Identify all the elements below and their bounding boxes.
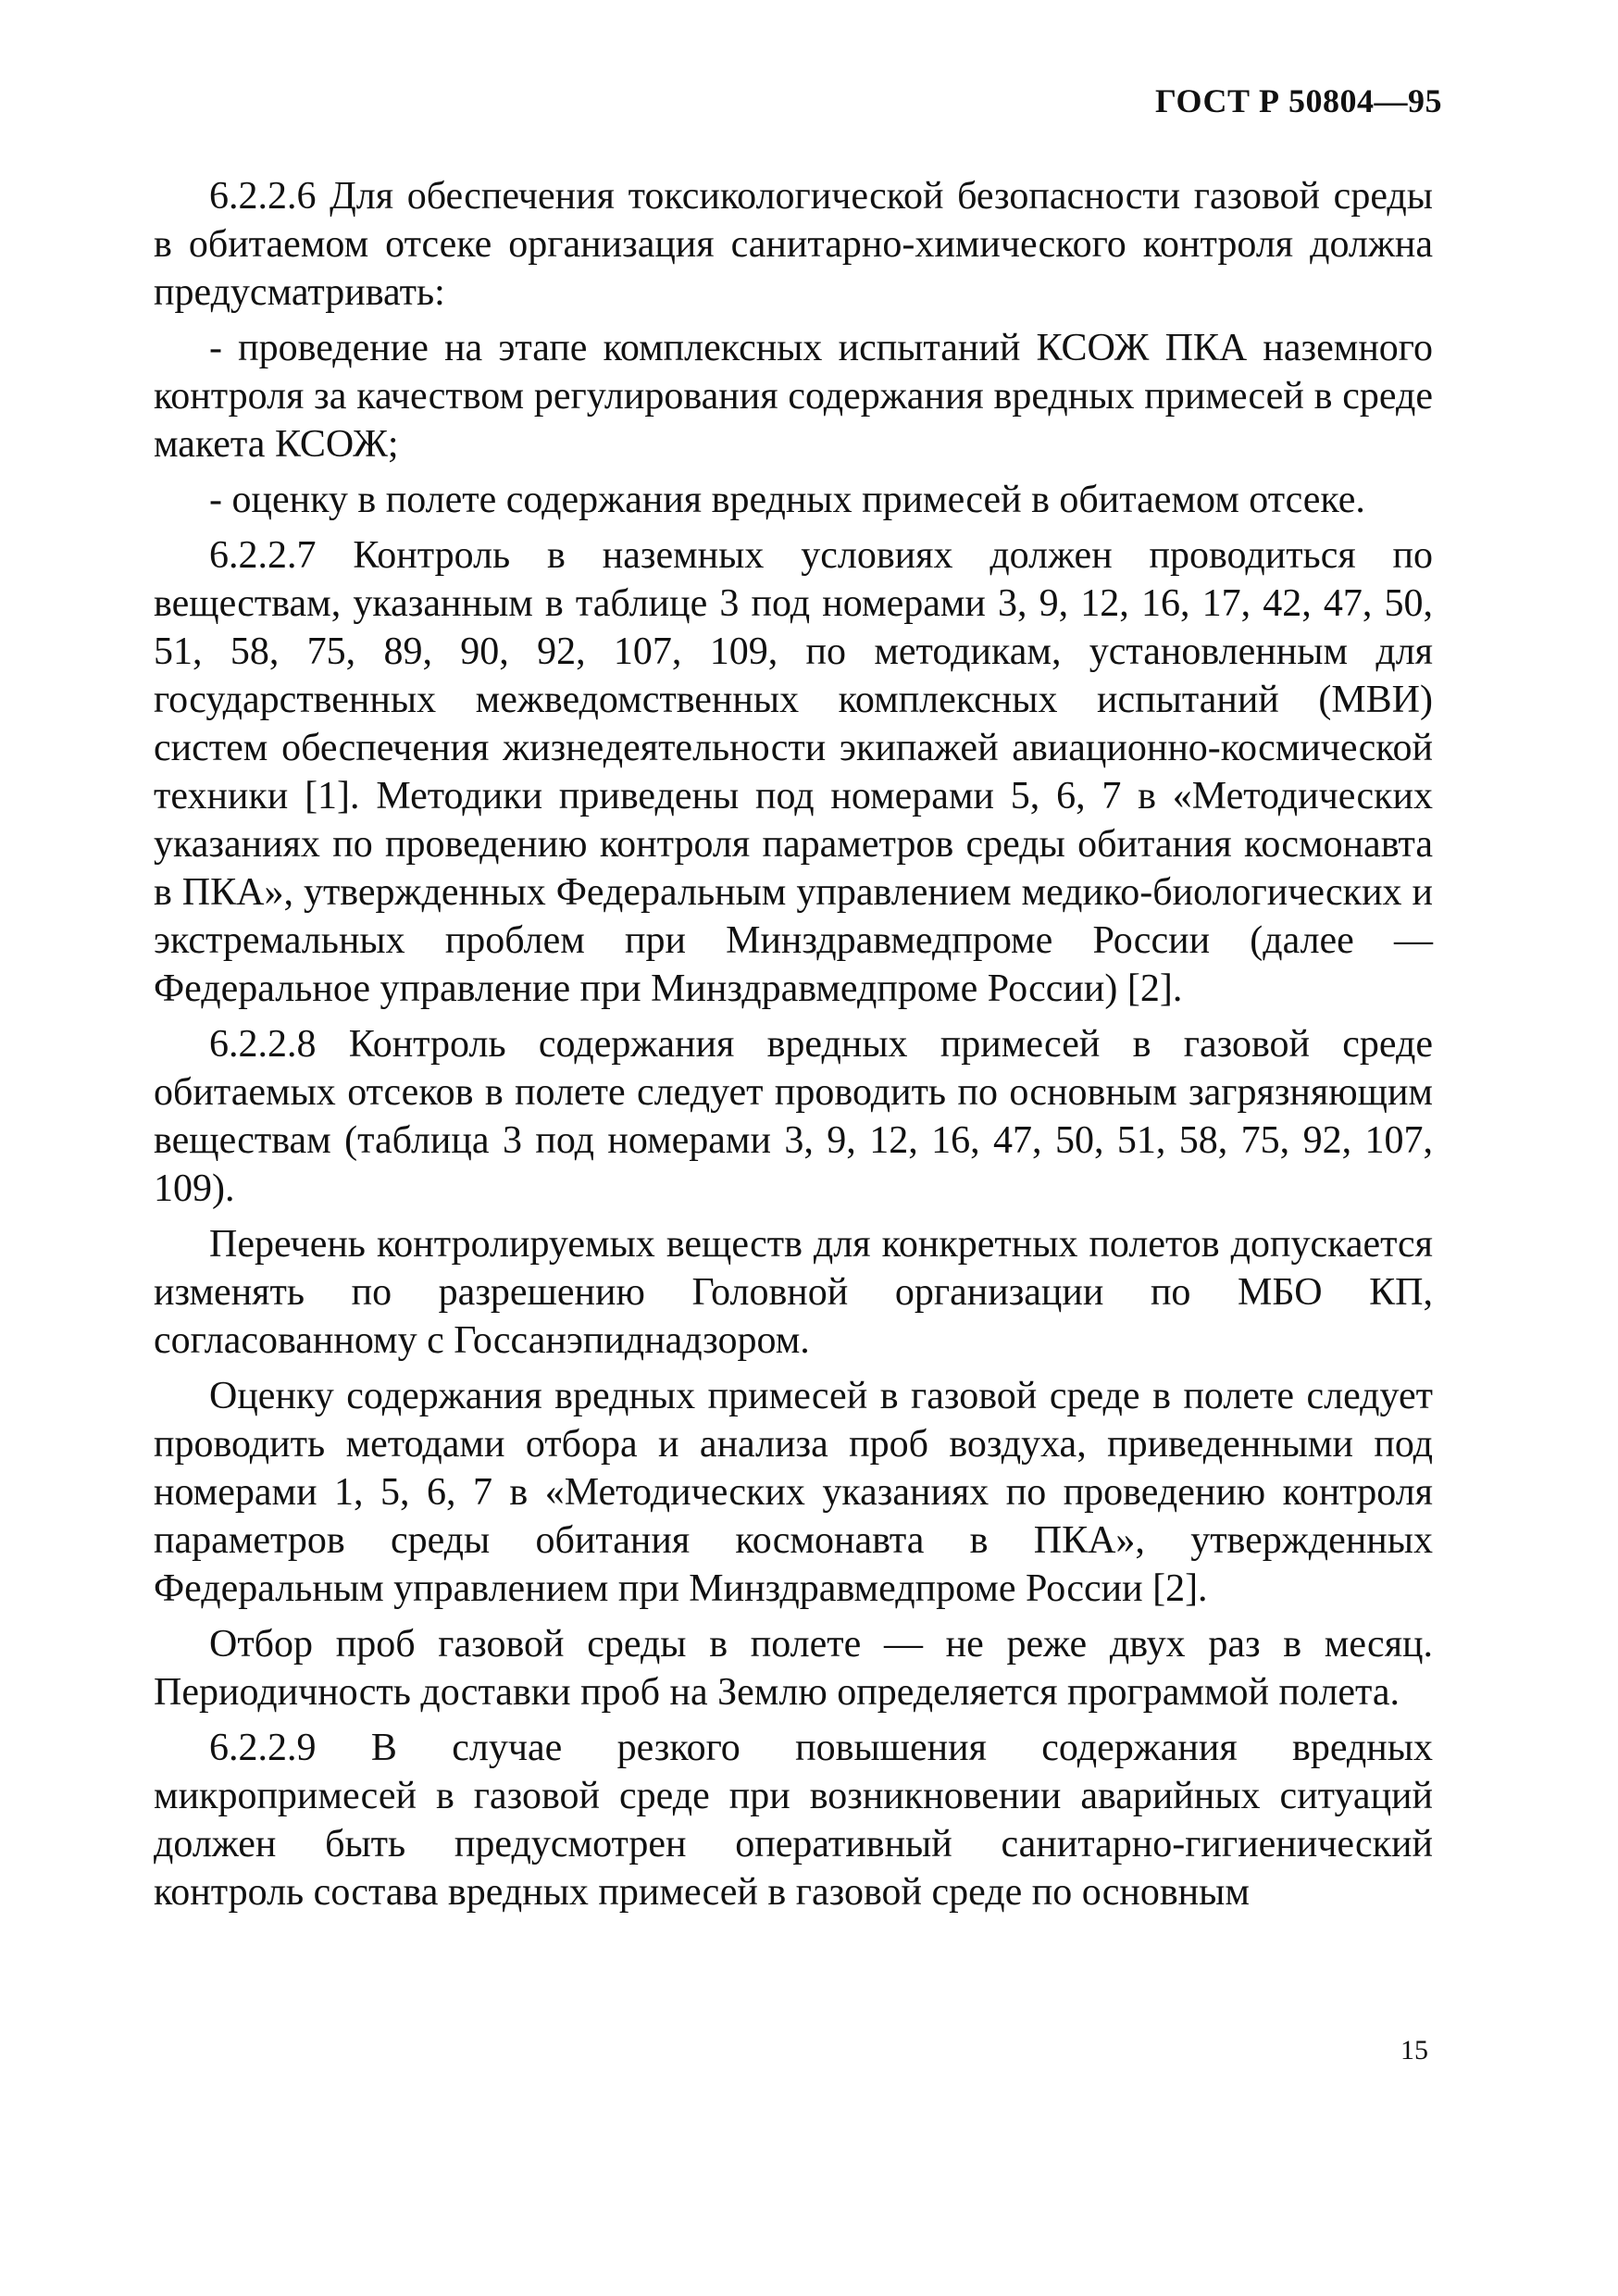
list-item-flight-assessment: - оценку в полете содержания вредных примесей в обитаемом отсеке.: [209, 479, 1365, 521]
standard-code-header: ГОСТ Р 50804—95: [1155, 82, 1442, 119]
body-text: [154, 172, 1433, 1924]
paragraph-6-2-2-6: 6.2.2.6 Для обеспечения токсикологической безопасности газовой среды в обитаемом отсеке организация санитарно-химического контроля должна предусматривать:: [154, 175, 1433, 314]
page-number: 15: [1400, 2035, 1428, 2065]
paragraph-substance-list: Перечень контролируемых веществ для конкретных полетов допускается изменять по разрешению Головной организации по МБО КП, согласованному с Госсанэпиднадзором.: [154, 1223, 1433, 1362]
paragraph-6-2-2-7: 6.2.2.7 Контроль в наземных условиях должен проводиться по веществам, указанным в таблице 3 под номерами 3, 9, 12, 16, 17, 42, 47, 50, 51, 58, 75, 89, 90, 92, 107, 109, по методикам, установленным для государственных межведомственных комплексных испытаний (МВИ) систем обеспечения жизнедеятельности экипажей авиационно-космической техники [1]. Методики приведены под номерами 5, 6, 7 в «Методических указаниях по проведению контроля параметров среды обитания космонавта в ПКА», утвержденных Федеральным управлением медико-биологических и экстремальных проблем при Минздравмедпроме России (далее — Федеральное управление при Минздравмедпроме России) [2].: [154, 534, 1433, 1010]
paragraph-assessment-methods: Оценку содержания вредных примесей в газовой среде в полете следует проводить методами отбора и анализа проб воздуха, приведенными под номерами 1, 5, 6, 7 в «Методических указаниях по проведению контроля параметров среды обитания космонавта в ПКА», утвержденных Федеральным управлением при Минздравмедпроме России [2].: [154, 1375, 1433, 1610]
paragraph-6-2-2-8: 6.2.2.8 Контроль содержания вредных примесей в газовой среде обитаемых отсеков в полете следует проводить по основным загрязняющим веществам (таблица 3 под номерами 3, 9, 12, 16, 47, 50, 51, 58, 75, 92, 107, 109).: [154, 1023, 1433, 1210]
paragraph-6-2-2-9: 6.2.2.9 В случае резкого повышения содержания вредных микропримесей в газовой среде при возникновении аварийных ситуаций должен быть предусмотрен оперативный санитарно-гигиенический контроль состава вредных примесей в газовой среде по основным: [154, 1727, 1433, 1914]
paragraph-sampling: Отбор проб газовой среды в полете — не реже двух раз в месяц. Периодичность доставки проб на Землю определяется программой полета.: [154, 1623, 1433, 1714]
list-item-ground-control: - проведение на этапе комплексных испытаний КСОЖ ПКА наземного контроля за качеством регулирования содержания вредных примесей в среде макета КСОЖ;: [154, 327, 1433, 466]
